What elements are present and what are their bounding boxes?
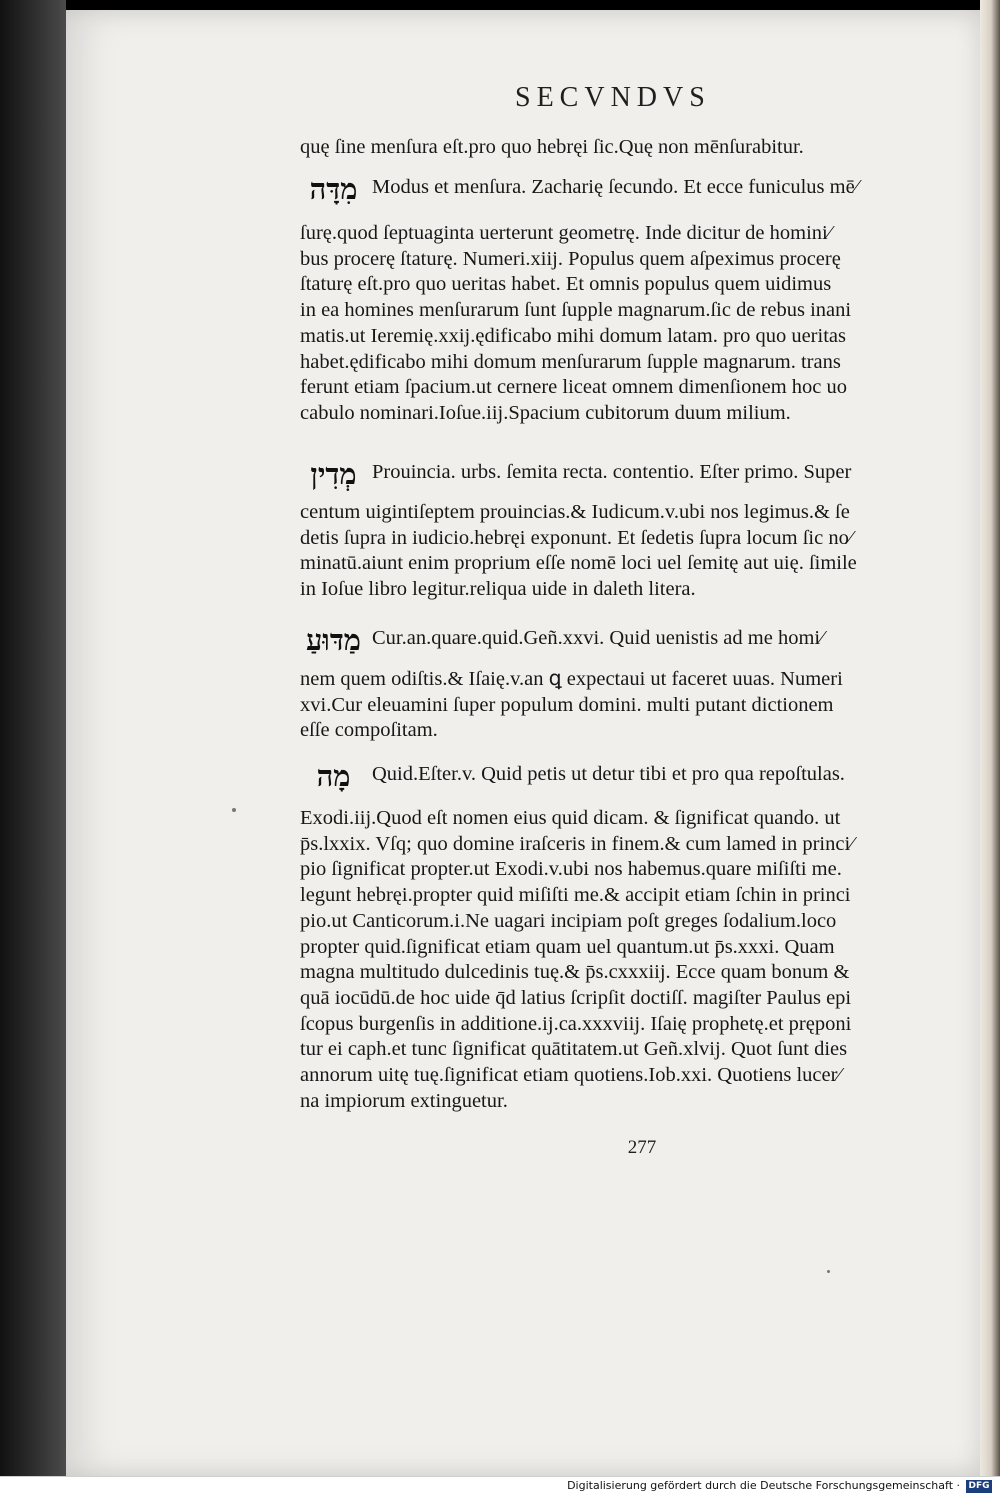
hebrew-headword: מִדָּה [309,172,358,206]
text-line: tur ei caph.et tunc ſignificat quātitatem.ut Geñ.xlvij. Quot ſunt dies [300,1038,848,1061]
entry-first-line: Quid.Eſter.v. Quid petis ut detur tibi et pro qua repoſtulas. [372,763,845,785]
entry-body [300,667,950,744]
folio-number: 277 [627,1137,657,1158]
text-line: eſſe compoſitam. [300,719,438,742]
text-line: ſurę.quod ſeptuaginta uerterunt geometrę. Inde dicitur de homini⁄ [300,222,832,244]
text-line: bus procerę ſtaturę. Numeri.xiij. Populus quem aſpeximus procerę [300,247,841,270]
text-line: legunt hebręi.propter quid miſiſti me.& accipit etiam ſchin in princi [300,884,851,907]
hebrew-headword: מָה [316,759,351,793]
hebrew-headword: מְדִין [310,457,357,491]
text-line: in Ioſue libro legitur.reliqua uide in daleth litera. [300,578,696,601]
text-line: cabulo nominari.Ioſue.iij.Spacium cubitorum duum milium. [300,401,791,424]
page-edge [980,0,1000,1476]
text-line: quā iocūdū.de hoc uide q̄d latius ſcripſit doctiſſ. magiſter Paulus epi [300,986,852,1009]
text-line: p̄s.lxxix. Vſq; quo domine iraſceris in finem.& cum lamed in princi⁄ [300,832,854,855]
text-line: nem quem odiſtis.& Iſaię.v.an ꝗ expectaui ut faceret uuas. Numeri [300,668,843,690]
entry-body [300,221,950,427]
ink-speck [232,808,236,812]
text-line: centum uigintiſeptem prouincias.& Iudicum.v.ubi nos legimus.& ſe [300,501,850,523]
text-line: ſcopus burgenſis in additione.ij.ca.xxxviij. Iſaię prophetę.et pręponi [300,1012,852,1035]
entry-first-line: Cur.an.quare.quid.Geñ.xxvi. Quid uenistis ad me homi⁄ [372,627,824,649]
digitization-footer [0,1476,1000,1496]
ink-speck [827,1270,830,1273]
entry-body [300,500,950,603]
text-line: propter quid.ſignificat etiam quam uel quantum.ut p̄s.xxxi. Quam [300,935,835,958]
text-line: ferunt etiam ſpacium.ut cernere liceat omnem dimenſionem hoc uo [300,376,848,399]
entry-body [300,806,950,1114]
text-line: Exodi.iij.Quod eſt nomen eius quid dicam. & ſignificat quando. ut [300,807,841,829]
intro-line [300,135,950,161]
text-line: quę ſine menſura eſt.pro quo hebręi ſic.Quę non mēnſurabitur. [300,136,804,158]
dfg-logo[interactable]: DFG [966,1480,992,1493]
text-line: habet.ędificabo mihi domum menſurarum ſupple magnarum. trans [300,350,841,373]
running-header: SECVNDVS [515,82,711,113]
text-line: xvi.Cur eleuamini ſuper populum domini. multi putant dictionem [300,693,834,716]
text-line: annorum uitę tuę.ſignificat etiam quotiens.Iob.xxi. Quotiens lucer⁄ [300,1064,841,1087]
text-line: minatū.aiunt enim proprium eſſe nomē loci uel ſemitę aut uię. ſimile [300,552,857,575]
text-line: ſtaturę eſt.pro quo ueritas habet. Et omnis populus quem uidimus [300,273,832,296]
text-line: pio.ut Canticorum.i.Ne uagari incipiam poſt greges ſodalium.loco [300,909,837,932]
footer-credit: Digitalisierung gefördert durch die Deutsche Forschungsgemeinschaft · [567,1479,960,1492]
text-line: magna multitudo dulcedinis tuę.& p̄s.cxxxiij. Ecce quam bonum & [300,961,850,984]
entry-first-line: Prouincia. urbs. ſemita recta. contentio. Eſter primo. Super [372,461,852,483]
text-line: pio ſignificat propter.ut Exodi.v.ubi nos habemus.quare miſiſti me. [300,858,842,881]
text-line: in ea homines menſurarum ſunt ſupple magnarum.ſic de rebus inani [300,299,852,322]
text-line: na impiorum extinguetur. [300,1089,508,1112]
scan-dark-margin [0,0,66,1476]
entry-first-line: Modus et menſura. Zacharię ſecundo. Et ecce funiculus mē⁄ [372,176,859,198]
text-line: detis ſupra in iudicio.hebręi exponunt. Et ſedetis ſupra locum ſic no⁄ [300,526,853,549]
text-line: matis.ut Ieremię.xxij.ędificabo mihi domum latam. pro quo ueritas [300,324,846,347]
hebrew-headword: מַדּוּעַ [306,623,361,657]
